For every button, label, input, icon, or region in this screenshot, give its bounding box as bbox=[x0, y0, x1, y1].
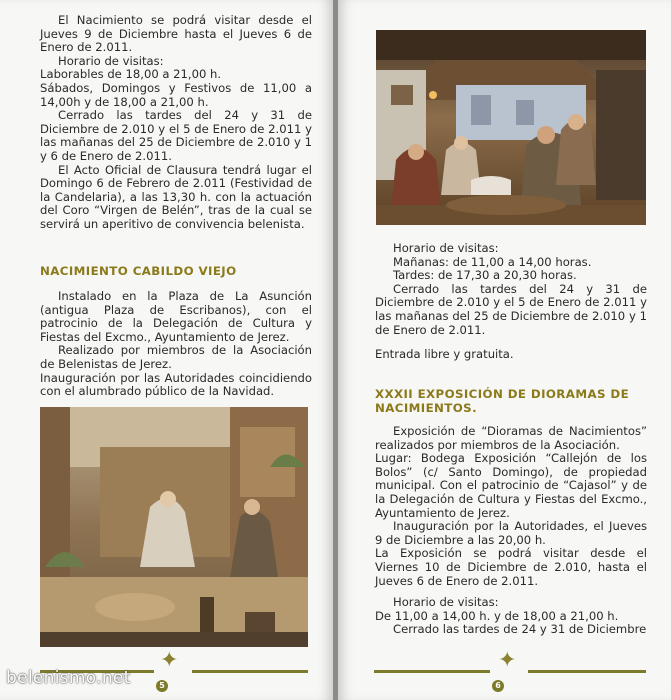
section-body bbox=[375, 425, 647, 588]
paragraph: Inauguración por las Autoridades coincidiendo con el alumbrado público de la Navidad. bbox=[40, 370, 312, 399]
hours-text bbox=[375, 242, 647, 337]
section-heading: XXXII EXPOSICIÓN DE DIORAMAS DE NACIMIENTOS. bbox=[375, 387, 630, 415]
paragraph: Inauguración por la Autoridades, el Jueves 9 de Diciembre a las 20,00 h. bbox=[375, 519, 647, 547]
paragraph: De 11,00 a 14,00 h. y de 18,00 a 21,00 h. bbox=[375, 608, 619, 623]
paragraph: Cerrado las tardes del 24 y 31 de Diciembre de 2.010 y el 5 de Enero de 2.011 y las mañanas del 25 de Diciembre de 2.010 y 1 y 6 de Enero de 2.011. bbox=[40, 108, 312, 163]
nativity-photo-left bbox=[40, 407, 308, 647]
entry-text: Entrada libre y gratuita. bbox=[375, 347, 514, 361]
paragraph: Exposición de “Dioramas de Nacimientos” realizados por miembros de la Asociación. bbox=[375, 424, 647, 452]
page-number: 5 bbox=[156, 680, 168, 692]
section-heading: NACIMIENTO CABILDO VIEJO bbox=[40, 264, 237, 278]
paragraph: Lugar: Bodega Exposición “Callejón de los Bolos” (c/ Santo Domingo), de propiedad municipal. Con el patrocinio de “Cajasol” y de la Delegación de Cultura y Fiestas del Excmo., Ayuntamiento de Jerez. bbox=[375, 451, 647, 520]
paragraph: Horario de visitas: bbox=[393, 595, 499, 609]
paragraph: El Nacimiento se podrá visitar desde el Jueves 9 de Diciembre hasta el Jueves 6 de Enero de 2.011. bbox=[40, 13, 312, 55]
section-body bbox=[40, 290, 312, 399]
star-emblem-icon: ✦ bbox=[160, 648, 179, 673]
paragraph: Sábados, Domingos y Festivos de 11,00 a 14,00h y de 18,00 a 21,00 h. bbox=[40, 80, 312, 109]
star-emblem-icon: ✦ bbox=[498, 648, 517, 673]
paragraph: Tardes: de 17,30 a 20,30 horas. bbox=[393, 268, 577, 283]
paragraph: Horario de visitas: bbox=[58, 53, 164, 68]
footer-rule bbox=[374, 670, 490, 673]
paragraph: El Acto Oficial de Clausura tendrá lugar el Domingo 6 de Febrero de 2.011 (Festividad de la Candelaria), a las 13,30 h. con la actuación del Coro “Virgen de Belén”, tras de la cual se servirá un aperitivo de convivencia belenista. bbox=[40, 162, 312, 231]
intro-text bbox=[40, 14, 312, 232]
nativity-photo-right bbox=[376, 30, 646, 225]
paragraph: Laborables de 18,00 a 21,00 h. bbox=[40, 67, 222, 82]
hours2-text bbox=[375, 596, 647, 637]
left-page bbox=[0, 0, 333, 700]
paragraph: Realizado por miembros de la Asociación de Belenistas de Jerez. bbox=[40, 343, 312, 371]
page-number: 6 bbox=[492, 680, 504, 692]
right-page bbox=[338, 0, 671, 700]
footer-rule bbox=[192, 670, 308, 673]
footer-rule bbox=[528, 670, 646, 673]
paragraph: Instalado en la Plaza de La Asunción (antigua Plaza de Escribanos), con el patrocinio de la Delegación de Cultura y Fiestas del Excmo., Ayuntamiento de Jerez. bbox=[40, 289, 312, 344]
watermark: belenismo.net bbox=[6, 668, 131, 688]
paragraph: Cerrado las tardes del 24 y 31 de Diciembre de 2.010 y el 5 de Enero de 2.011 y las mañanas del 25 de Diciembre de 2.010 y 1 de Enero de 2.011. bbox=[375, 281, 647, 337]
paragraph: Mañanas: de 11,00 a 14,00 horas. bbox=[393, 254, 592, 269]
paragraph: Horario de visitas: bbox=[393, 241, 499, 255]
paragraph: Cerrado las tardes de 24 y 31 de Diciembre bbox=[393, 622, 647, 637]
paragraph: La Exposición se podrá visitar desde el Viernes 10 de Diciembre de 2.010, hasta el Jueves 6 de Enero de 2.011. bbox=[375, 546, 647, 588]
